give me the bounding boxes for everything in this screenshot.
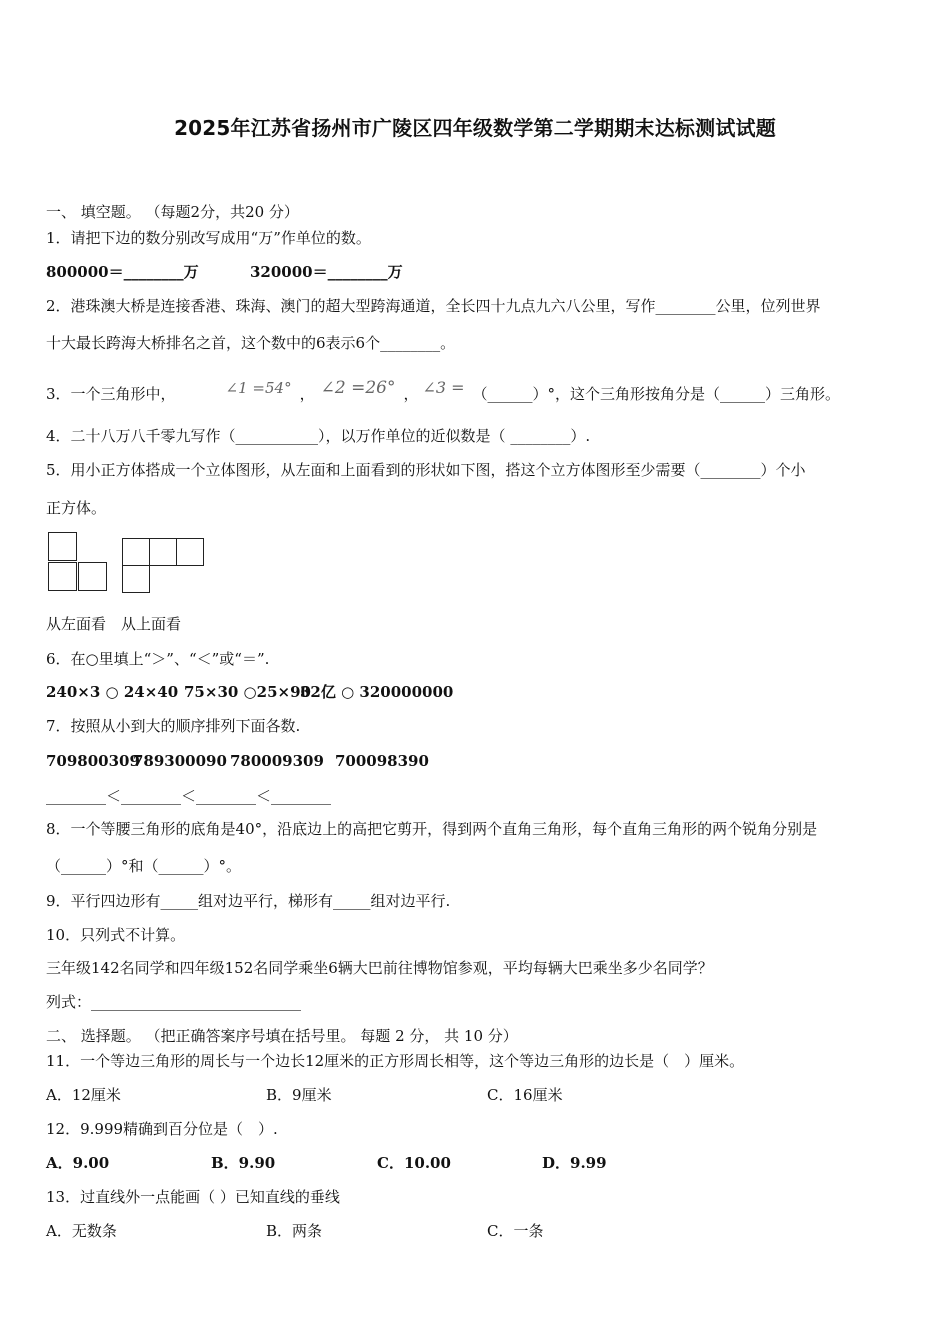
question-12-option-b: B．9.90 [211, 1154, 276, 1172]
question-10-problem: 三年级142名同学和四年级152名同学乘坐6辆大巴前往博物馆参观，平均每辆大巴乘坐多少名同学？ [46, 959, 713, 977]
question-3-rest: （______）°，这个三角形按角分是（______）三角形。 [472, 385, 841, 403]
question-7: 7．按照从小到大的顺序排列下面各数. [46, 717, 301, 735]
separator: ， [403, 385, 419, 403]
question-2-line-1: 2．港珠澳大桥是连接香港、珠海、澳门的超大型跨海通道，全长四十九点九六八公里，写作________公里，位列世界 [46, 297, 821, 315]
view-square [122, 538, 150, 566]
question-13: 13．过直线外一点能画（ ）已知直线的垂线 [46, 1188, 340, 1206]
question-1-part-a: 800000＝________万 [46, 263, 199, 281]
view-square [149, 538, 177, 566]
question-13-option-a: A．无数条 [46, 1222, 117, 1240]
question-4: 4．二十八万八千零九写作（___________），以万作单位的近似数是（ ________）. [46, 427, 591, 445]
page-title: 2025年江苏省扬州市广陵区四年级数学第二学期期末达标测试试题 [174, 116, 776, 140]
question-1-part-b: 320000＝________万 [250, 263, 403, 281]
question-13-option-b: B．两条 [266, 1222, 323, 1240]
question-6-item-3: 32亿 ○ 320000000 [300, 683, 454, 701]
question-6: 6．在○里填上“＞”、“＜”或“＝”. [46, 650, 270, 668]
question-12-option-c: C．10.00 [377, 1154, 451, 1172]
angle-1-value: ∠1 =54° [225, 379, 292, 397]
section-1-heading: 一、 填空题。 （每题2分，共20 分） [46, 203, 299, 221]
angle-2-value: ∠2 =26° [320, 378, 396, 398]
question-3 [46, 378, 840, 404]
question-10: 10．只列式不计算。 [46, 926, 186, 944]
question-7-number-4: 700098390 [335, 752, 429, 770]
question-6-item-2: 75×30 ○25×90 [184, 683, 311, 701]
question-12: 12．9.999精确到百分位是（ ）. [46, 1120, 278, 1138]
question-1: 1．请把下边的数分别改写成用“万”作单位的数。 [46, 229, 371, 247]
view-square [122, 565, 150, 593]
view-square [78, 562, 107, 591]
question-11-option-c: C．16厘米 [487, 1086, 563, 1104]
section-2-heading: 二、 选择题。 （把正确答案序号填在括号里。 每题 2 分， 共 10 分） [46, 1027, 518, 1045]
question-8-line-2: （______）°和（______）°。 [46, 857, 242, 875]
question-6-item-1: 240×3 ○ 24×40 [46, 683, 179, 701]
angle-3-value: ∠3 = [422, 378, 465, 397]
question-12-option-d: D．9.99 [542, 1154, 607, 1172]
question-7-number-1: 709800309 [46, 752, 140, 770]
view-square [176, 538, 204, 566]
question-2-line-2: 十大最长跨海大桥排名之首，这个数中的6表示6个________。 [46, 334, 456, 352]
question-11-option-b: B．9厘米 [266, 1086, 332, 1104]
question-7-blanks: ________＜________＜________＜________ [46, 787, 332, 805]
question-13-option-c: C．一条 [487, 1222, 544, 1240]
question-7-number-2: 789300090 [133, 752, 227, 770]
view-square [48, 562, 77, 591]
question-9: 9．平行四边形有_____组对边平行，梯形有_____组对边平行. [46, 892, 451, 910]
question-8-line-1: 8．一个等腰三角形的底角是40°，沿底边上的高把它剪开，得到两个直角三角形，每个直角三角形的两个锐角分别是 [46, 820, 818, 838]
question-10-answer-line: 列式：____________________________ [46, 993, 302, 1011]
figure-captions: 从左面看 从上面看 [46, 615, 182, 633]
view-square [48, 532, 77, 561]
separator: ， [299, 385, 315, 403]
question-11: 11．一个等边三角形的周长与一个边长12厘米的正方形周长相等，这个等边三角形的边长是（ ）厘米。 [46, 1052, 745, 1070]
question-11-option-a: A．12厘米 [46, 1086, 121, 1104]
question-3-intro: 3．一个三角形中， [46, 385, 176, 403]
question-7-number-3: 780009309 [230, 752, 324, 770]
question-12-option-a: A．9.00 [46, 1154, 110, 1172]
question-5-line-2: 正方体。 [46, 499, 107, 517]
question-5-line-1: 5．用小正方体搭成一个立体图形，从左面和上面看到的形状如下图，搭这个立方体图形至少需要（________）个小 [46, 461, 806, 479]
